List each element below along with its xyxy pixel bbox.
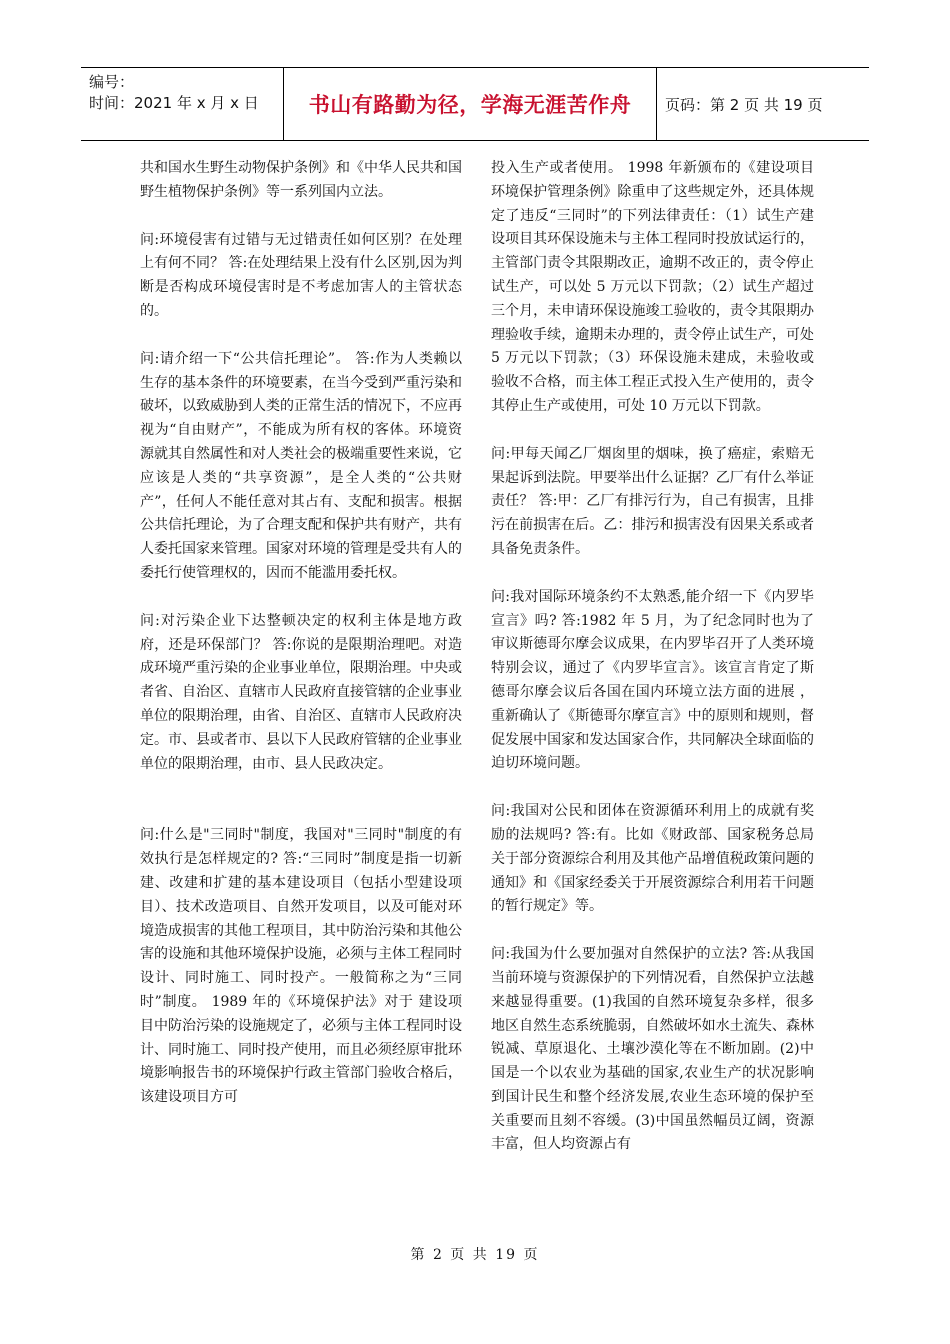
paragraph: 问:我国对公民和团体在资源循环利用上的成就有奖励的法规吗? 答:有。比如《财政部、国家税务总局关于部分资源综合利用及其他产品增值税政策问题的通知》和《国家经委关于开展资源综合利用若干问题的暂行规定》等。 [491, 803, 814, 915]
page-footer: 第 2 页 共 19 页 [410, 1247, 540, 1263]
paragraph: 问:环境侵害有过错与无过错责任如何区别？在处理上有何不同？ 答:在处理结果上没有什么区别,因为判断是否构成环境侵害时是不考虑加害人的主管状态的。 [140, 231, 462, 319]
header-meta [81, 68, 283, 140]
page-header [81, 67, 869, 141]
header-page-info: 页码：第 2 页 共 19 页 [665, 95, 823, 114]
paragraph: 投入生产或者使用。 1998 年新颁布的《建设项目环境保护管理条例》除重申了这些规定外，还具体规定了违反“三同时”的下列法律责任：（1）试生产建设项目其环保设施未与主体工程同时投放试运行的，主管部门责令其限期改正，逾期不改正的，责令停止试生产，可以处 5 万元以下罚款；（2）试生产超过三个月，未申请环保设施竣工验收的，责令其限期办理验收手续，逾期未办理的，责令停止试生产，可处 5 万元以下罚款；（3）环保设施未建成，未验收或验收不合格，而主体工程正式投入生产使用的，责令其停止生产或使用，可处 10 万元以下罚款。 [491, 160, 814, 414]
left-column [140, 157, 462, 1134]
paragraph: 问:我国为什么要加强对自然保护的立法? 答:从我国当前环境与资源保护的下列情况看，自然保护立法越来越显得重要。(1)我国的自然环境复杂多样，很多地区自然生态系统脆弱，自然破坏如水土流失、森林锐减、草原退化、土壤沙漠化等在不断加剧。(2)中国是一个以农业为基础的国家,农业生产的状况影响到国计民生和整个经济发展,农业生态环境的保护至关重要而且刻不容缓。(3)中国虽然幅员辽阔，资源丰富，但人均资源占有 [491, 946, 814, 1153]
time-label: 时间：2021 年 x 月 x 日 [89, 94, 259, 112]
right-column [491, 157, 814, 1181]
paragraph: 共和国水生野生动物保护条例》和《中华人民共和国野生植物保护条例》等一系列国内立法。 [140, 160, 462, 200]
paragraph: 问:对污染企业下达整顿决定的权利主体是地方政府，还是环保部门？ 答:你说的是限期治理吧。对造成环境严重污染的企业事业单位，限期治理。中央或者省、自治区、直辖市人民政府直接管辖的企业事业单位的限期治理，由省、自治区、直辖市人民政府决定。市、县或者市、县以下人民政府管辖的企业事业单位的限期治理，由市、县人民政决定。 [140, 612, 462, 772]
paragraph: 问:甲每天闻乙厂烟囱里的烟味，换了癌症，索赔无果起诉到法院。甲要举出什么证据？乙厂有什么举证责任？ 答:甲：乙厂有排污行为，自己有损害，且排污在前损害在后。乙：排污和损害没有因果关系或者具备免责条件。 [491, 445, 814, 557]
header-slogan: 书山有路勤为径，学海无涯苦作舟 [283, 68, 657, 140]
paragraph: 问:我对国际环境条约不太熟悉,能介绍一下《内罗毕宣言》吗? 答:1982 年 5 月，为了纪念同时也为了审议斯德哥尔摩会议成果，在内罗毕召开了人类环境特别会议，通过了《内罗毕宣言》。该宣言肯定了斯德哥尔摩会议后各国在国内环境立法方面的进展 ，重新确认了《斯德哥尔摩宣言》中的原则和规则，督促发展中国家和发达国家合作，共同解决全球面临的迫切环境问题。 [491, 588, 814, 772]
paragraph: 问:请介绍一下“公共信托理论”。 答:作为人类赖以生存的基本条件的环境要素，在当今受到严重污染和破坏，以致威胁到人类的正常生活的情况下，不应再视为“自由财产”，不能成为所有权的客体。环境资源就其自然属性和对人类社会的极端重要性来说，它应该是人类的“共享资源”，是全人类的“公共财产”，任何人不能任意对其占有、支配和损害。根据公共信托理论，为了合理支配和保护共有财产，共有人委托国家来管理。国家对环境的管理是受共有人的委托行使管理权的，因而不能滥用委托权。 [140, 350, 462, 581]
code-label: 编号： [89, 73, 135, 91]
paragraph: 问:什么是"三同时"制度，我国对"三同时"制度的有效执行是怎样规定的? 答:“三同时”制度是指一切新建、改建和扩建的基本建设项目（包括小型建设项目）、技术改造项目、自然开发项目，以及可能对环境造成损害的其他工程项目，其中防治污染和其他公害的设施和其他环境保护设施，必须与主体工程同时设计、同时施工、同时投产。一般简称之为“三同时”制度。 1989 年的《环境保护法》对于 建设项目中防治污染的设施规定了，必须与主体工程同时设计、同时施工、同时投产使用，而且必须经原审批环境影响报告书的环境保护行政主管部门验收合格后，该建设项目方可 [140, 827, 462, 1106]
